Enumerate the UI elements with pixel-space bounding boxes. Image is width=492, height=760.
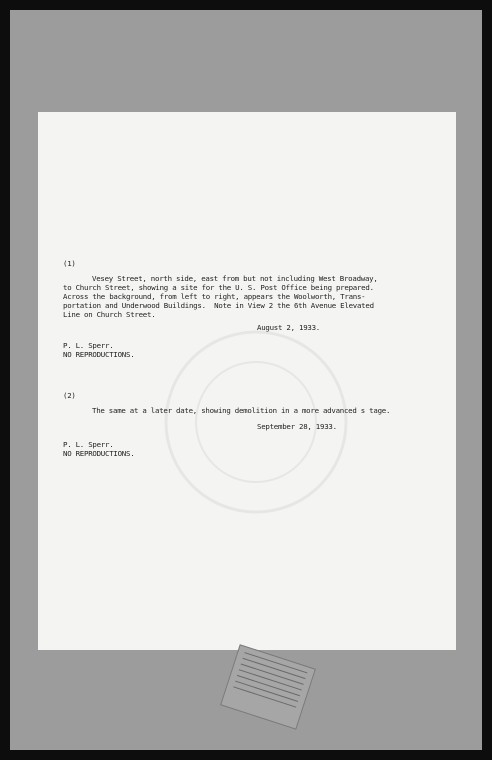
entry-2-number: (2) [63, 391, 76, 400]
entry-1-line-3: Across the background, from left to right, appears the Woolworth, Trans- [63, 292, 366, 301]
entry-1-line-5: Line on Church Street. [63, 310, 156, 319]
entry-1-date: August 2, 1933. [257, 323, 320, 332]
entry-1-line-4: portation and Underwood Buildings. Note in View 2 the 6th Avenue Elevated [63, 301, 374, 310]
entry-1-line-1: Vesey Street, north side, east from but not including West Broadway, [92, 274, 378, 283]
entry-1-notice: NO REPRODUCTIONS. [63, 350, 135, 359]
entry-2-credit: P. L. Sperr. [63, 440, 114, 449]
entry-2-line-1: The same at a later date, showing demolition in a more advanced s tage. [92, 406, 391, 415]
entry-1-number: (1) [63, 259, 76, 268]
entry-2-notice: NO REPRODUCTIONS. [63, 449, 135, 458]
entry-1-line-2: to Church Street, showing a site for the U. S. Post Office being prepared. [63, 283, 374, 292]
typed-sheet [38, 112, 456, 650]
entry-1-credit: P. L. Sperr. [63, 341, 114, 350]
entry-2-date: September 28, 1933. [257, 422, 337, 431]
